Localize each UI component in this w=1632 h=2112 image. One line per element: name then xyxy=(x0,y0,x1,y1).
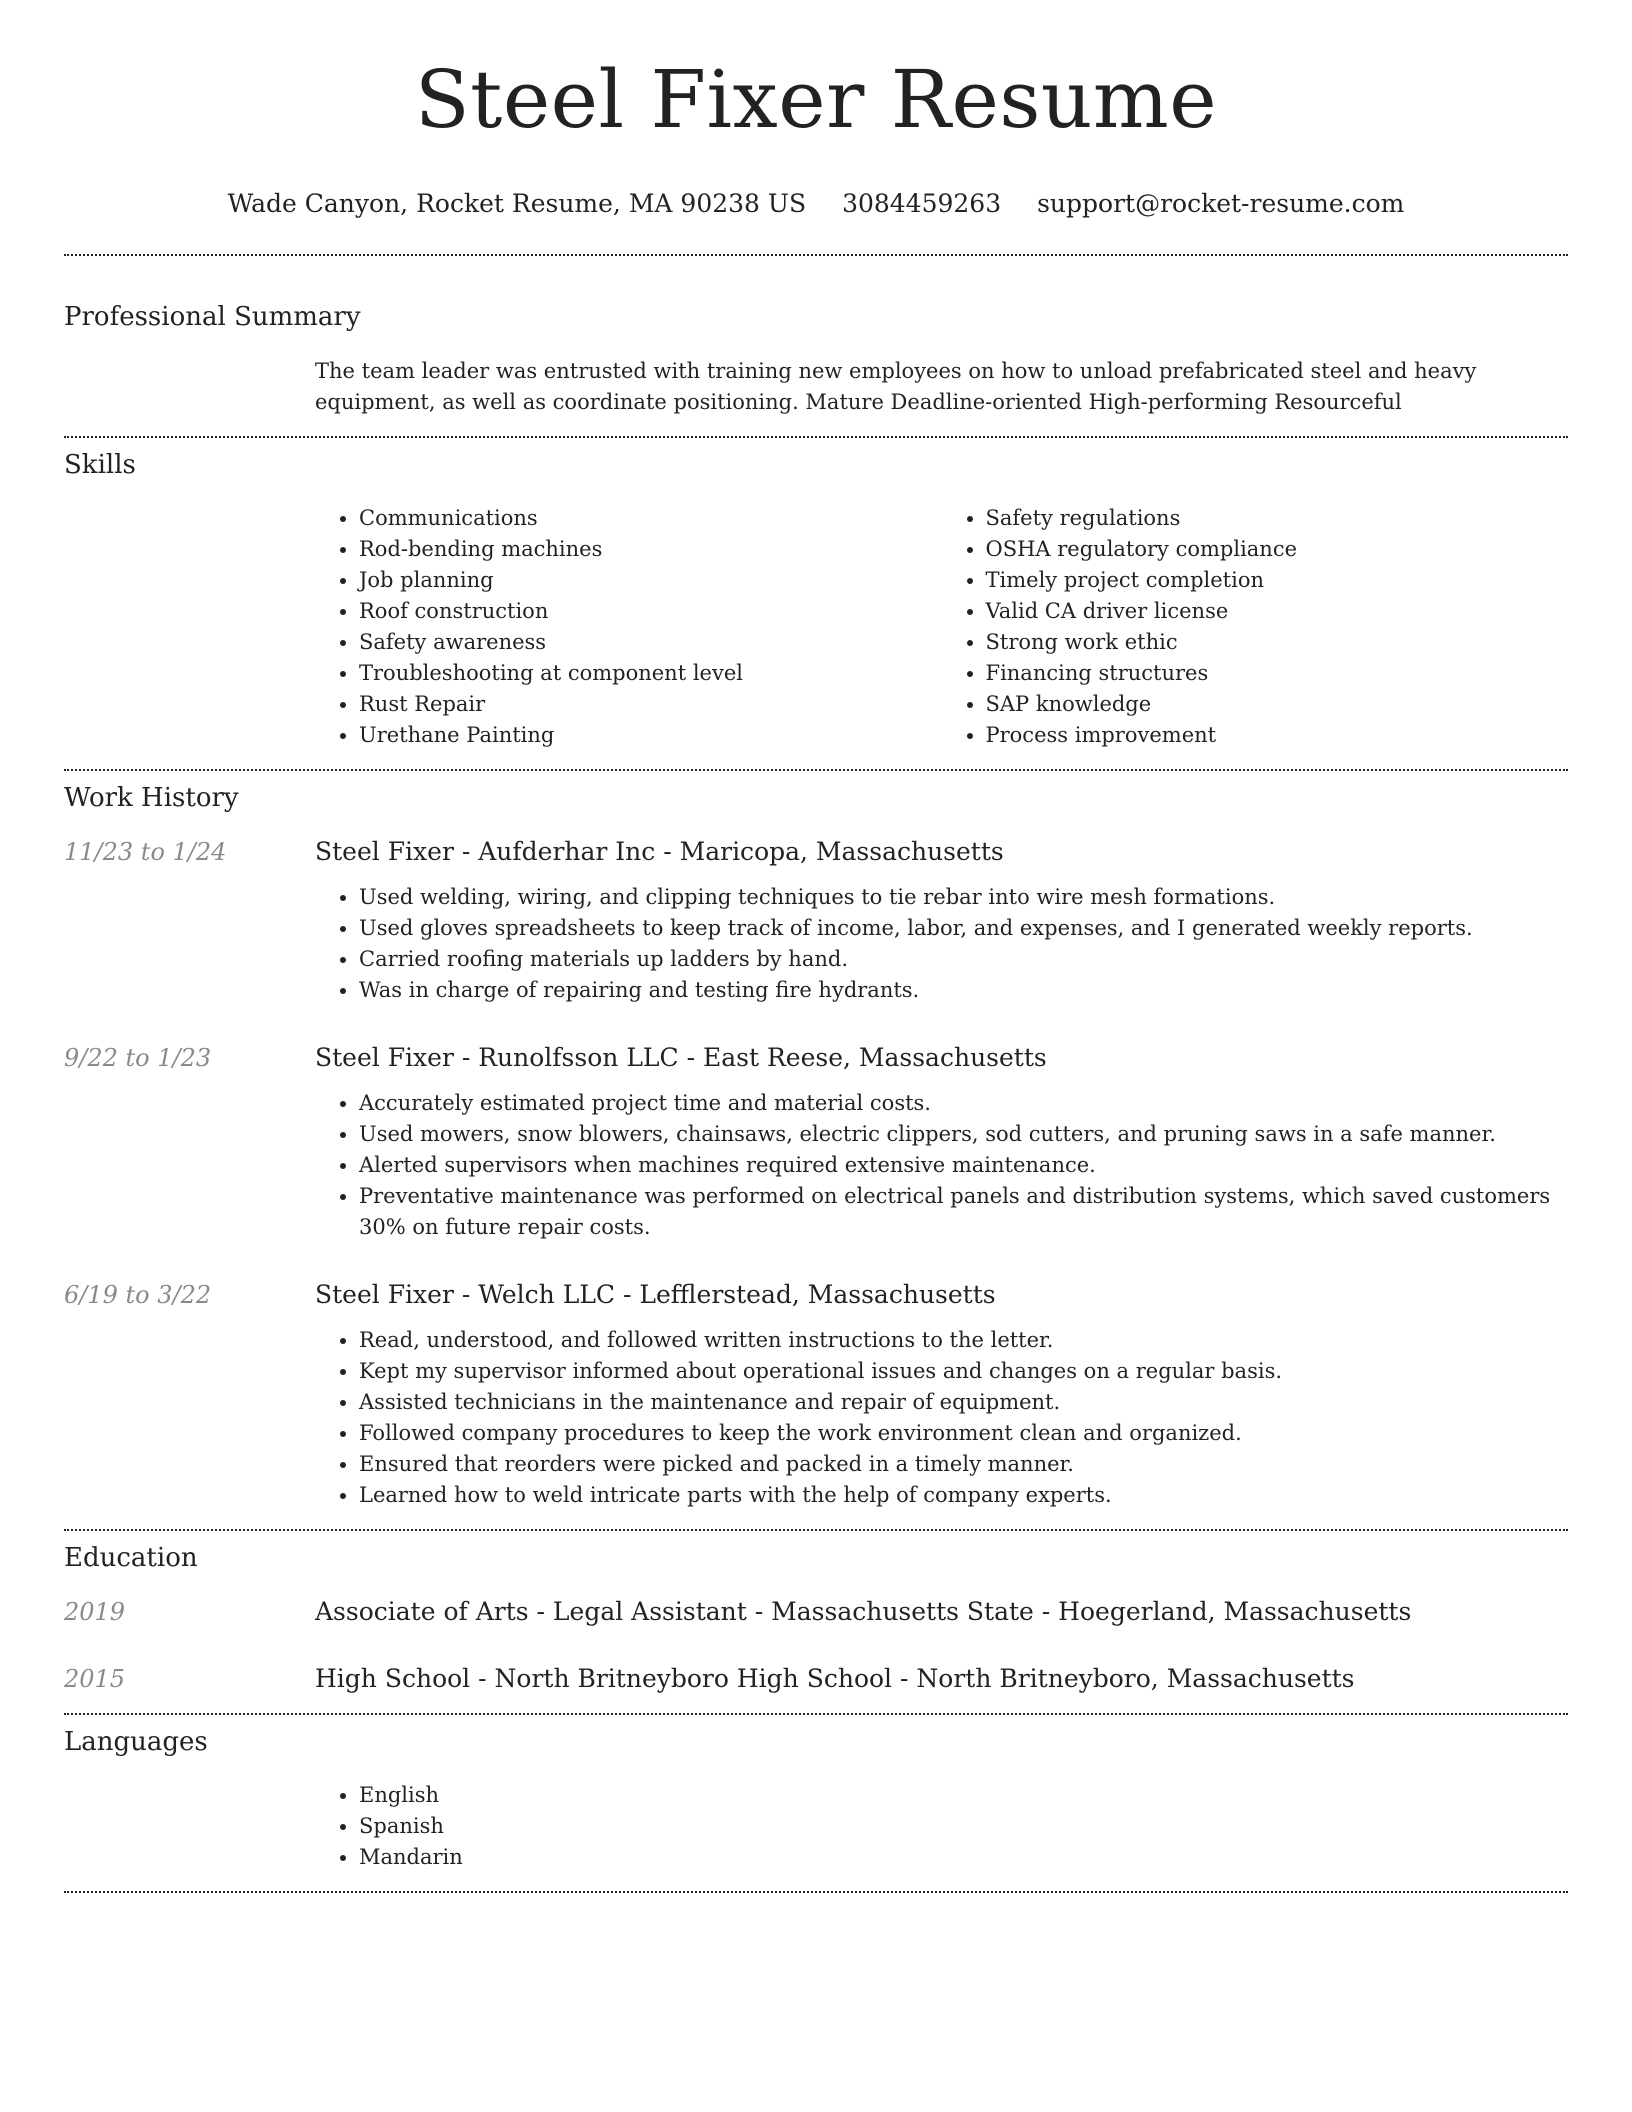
education-entry xyxy=(64,1663,1568,1695)
job-header xyxy=(64,836,1568,868)
skill-item: • Timely project completion xyxy=(986,565,1569,596)
skill-item: • Safety awareness xyxy=(359,627,942,658)
job-date: 9/22 to 1/23 xyxy=(64,1044,212,1072)
language-item: • Spanish xyxy=(359,1811,1568,1842)
job-duty: • Followed company procedures to keep the work environment clean and organized. xyxy=(359,1418,1568,1449)
skill-item: • Troubleshooting at component level xyxy=(359,658,942,689)
skill-item: • OSHA regulatory compliance xyxy=(986,534,1569,565)
skill-item: • SAP knowledge xyxy=(986,689,1569,720)
job-duty: • Accurately estimated project time and material costs. xyxy=(359,1088,1568,1119)
contact-phone: 3084459263 xyxy=(842,189,1002,218)
job-duties xyxy=(315,1088,1568,1243)
skill-item: • Strong work ethic xyxy=(986,627,1569,658)
education-title: Associate of Arts - Legal Assistant - Massachusetts State - Hoegerland, Massachusetts xyxy=(315,1597,1412,1626)
job-duty: • Used gloves spreadsheets to keep track of income, labor, and expenses, and I generated weekly reports. xyxy=(359,913,1568,944)
job-title: Steel Fixer - Runolfsson LLC - East Reese, Massachusetts xyxy=(315,1043,1047,1072)
job-title: Steel Fixer - Aufderhar Inc - Maricopa, Massachusetts xyxy=(315,837,1004,866)
job-duties xyxy=(315,882,1568,1006)
skills-heading: Skills xyxy=(64,450,136,480)
job-entry xyxy=(64,836,1568,1006)
job-date: 11/23 to 1/24 xyxy=(64,838,227,866)
skill-item: • Job planning xyxy=(359,565,942,596)
job-duty: • Ensured that reorders were picked and packed in a timely manner. xyxy=(359,1449,1568,1480)
skill-item: • Urethane Painting xyxy=(359,720,942,751)
job-duty: • Preventative maintenance was performed on electrical panels and distribution systems, which saved customers 30% on future repair costs. xyxy=(359,1181,1568,1243)
skills-list-right xyxy=(942,503,1569,751)
job-header xyxy=(64,1279,1568,1311)
languages-list xyxy=(315,1780,1568,1873)
job-duty: • Was in charge of repairing and testing fire hydrants. xyxy=(359,975,1568,1006)
education-section xyxy=(64,1531,1568,1695)
skill-item: • Safety regulations xyxy=(986,503,1569,534)
job-duty: • Carried roofing materials up ladders by hand. xyxy=(359,944,1568,975)
work-heading: Work History xyxy=(64,783,239,813)
skill-item: • Communications xyxy=(359,503,942,534)
skill-item: • Rust Repair xyxy=(359,689,942,720)
skills-list-left xyxy=(315,503,942,751)
skill-item: • Rod-bending machines xyxy=(359,534,942,565)
skill-item: • Valid CA driver license xyxy=(986,596,1569,627)
contact-address: Wade Canyon, Rocket Resume, MA 90238 US xyxy=(227,189,807,218)
skills-section xyxy=(64,438,1568,751)
summary-heading: Professional Summary xyxy=(64,302,361,332)
job-duty: • Read, understood, and followed written instructions to the letter. xyxy=(359,1325,1568,1356)
job-header xyxy=(64,1042,1568,1074)
contact-line xyxy=(64,188,1568,220)
languages-section xyxy=(64,1715,1568,1873)
job-duty: • Assisted technicians in the maintenance and repair of equipment. xyxy=(359,1387,1568,1418)
job-duty: • Used welding, wiring, and clipping techniques to tie rebar into wire mesh formations. xyxy=(359,882,1568,913)
page-title: Steel Fixer Resume xyxy=(414,53,1218,146)
skill-item: • Financing structures xyxy=(986,658,1569,689)
contact-email: support@rocket-resume.com xyxy=(1037,189,1405,218)
job-title: Steel Fixer - Welch LLC - Lefflerstead, Massachusetts xyxy=(315,1280,996,1309)
job-duty: • Kept my supervisor informed about operational issues and changes on a regular basis. xyxy=(359,1356,1568,1387)
job-duties xyxy=(315,1325,1568,1511)
divider xyxy=(64,1891,1568,1893)
education-entry xyxy=(64,1596,1568,1628)
language-item: • Mandarin xyxy=(359,1842,1568,1873)
work-section xyxy=(64,771,1568,1511)
education-date: 2015 xyxy=(64,1665,126,1693)
job-duty: • Used mowers, snow blowers, chainsaws, electric clippers, sod cutters, and pruning saws in a safe manner. xyxy=(359,1119,1568,1150)
job-entry xyxy=(64,1042,1568,1243)
skill-item: • Process improvement xyxy=(986,720,1569,751)
language-item: • English xyxy=(359,1780,1568,1811)
skills-grid xyxy=(315,503,1568,751)
summary-section xyxy=(64,256,1568,418)
education-heading: Education xyxy=(64,1543,198,1573)
education-title: High School - North Britneyboro High School - North Britneyboro, Massachusetts xyxy=(315,1664,1355,1693)
languages-heading: Languages xyxy=(64,1727,208,1757)
job-duty: • Learned how to weld intricate parts with the help of company experts. xyxy=(359,1480,1568,1511)
job-duty: • Alerted supervisors when machines required extensive maintenance. xyxy=(359,1150,1568,1181)
job-date: 6/19 to 3/22 xyxy=(64,1281,212,1309)
job-entry xyxy=(64,1279,1568,1511)
education-date: 2019 xyxy=(64,1598,126,1626)
summary-text: The team leader was entrusted with training new employees on how to unload prefabricated steel and heavy equipment, as well as coordinate positioning. Mature Deadline-oriented High-performing Resourceful xyxy=(315,359,1477,414)
skill-item: • Roof construction xyxy=(359,596,942,627)
